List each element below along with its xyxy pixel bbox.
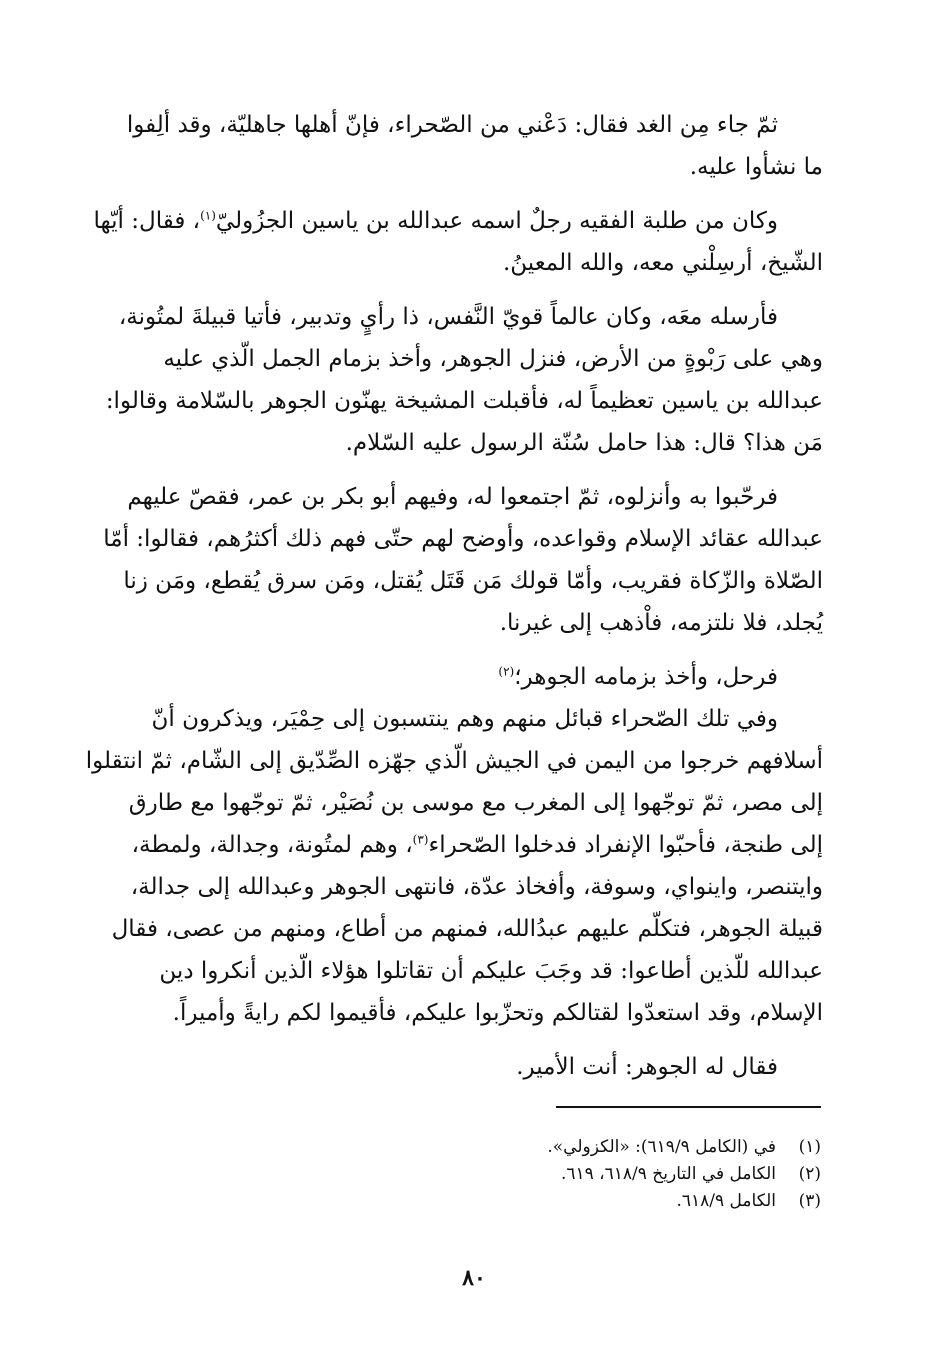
text-line: وهي على رَبْوةٍ من الأرض، فنزل الجوهر، وأخذ بزمام الجمل الّذي عليه [163, 346, 823, 372]
paragraph [118, 104, 823, 188]
footnote-number: (٣) [798, 1191, 821, 1211]
text-line: إلى مصر، ثمّ توجّهوا إلى المغرب مع موسى بن نُصَيْر، ثمّ توجّهوا مع طارق [128, 790, 823, 816]
text-line: وايتنصر، واينواي، وسوفة، وأفخاذ عدّة، فانتهى الجوهر وعبدالله إلى جدالة، [130, 874, 823, 900]
text-line: فرحّبوا به وأنزلوه، ثمّ اجتمعوا له، وفيهم أبو بكر بن عمر، فقصّ عليهم [127, 484, 778, 510]
paragraph [103, 476, 823, 644]
text-segment: وكان من طلبة الفقيه رجلٌ اسمه عبدالله بن ياسين الجزُوليّ [215, 208, 778, 234]
text-line: الشّيخ، أرسِلْني معه، والله المعينُ. [502, 250, 823, 276]
text-line: مَن هذا؟ قال: هذا حامل سُنّة الرسول عليه السّلام. [345, 430, 823, 456]
footnote [221, 1188, 821, 1215]
text-segment: ، فقال: أيّها [93, 208, 201, 234]
paragraph [118, 1046, 823, 1088]
text-line: الصّلاة والزّكاة فقريب، وأمّا قولك مَن قَتَل يُقتل، ومَن سرق يُقطع، ومَن زنا [123, 568, 823, 594]
paragraph [105, 296, 823, 464]
footnote-text: الكامل ٦١٨/٩. [676, 1191, 776, 1211]
text-line [118, 824, 823, 866]
paragraph [85, 698, 823, 1034]
footnote [221, 1134, 821, 1161]
footnote-marker: (١) [200, 208, 216, 223]
text-line: عبدالله عقائد الإسلام وقواعده، وأوضح لهم حتّى فهم ذلك أكثرُهم، فقالوا: أمّا [103, 526, 823, 552]
text-line [93, 200, 823, 242]
paragraph [118, 656, 823, 698]
text-line: وفي تلك الصّحراء قبائل منهم وهم ينتسبون إلى حِمْيَر، ويذكرون أنّ [151, 706, 778, 732]
text-segment: ، وهم لمتُونة، وجدالة، ولمطة، [131, 832, 413, 858]
footnote-number: (١) [798, 1137, 821, 1157]
text-line: عبدالله بن ياسين تعظيماً له، فأقبلت المشيخة يهنّون الجوهر بالسّلامة وقالوا: [105, 388, 823, 414]
text-line [118, 656, 823, 698]
footnote-separator [556, 1106, 821, 1108]
text-segment: إلى طنجة، فأحبّوا الإنفراد فدخلوا الصّحراء [428, 832, 823, 858]
text-line: عبدالله للّذين أطاعوا: قد وجَبَ عليكم أن تقاتلوا هؤلاء الّذين أنكروا دين [159, 958, 823, 984]
footnote-number: (٢) [798, 1164, 821, 1184]
footnote-marker: (٢) [498, 664, 515, 679]
text-line: الإسلام، وقد استعدّوا لقتالكم وتحزّبوا عليكم، فأقيموا لكم رايةً وأميراً. [172, 1000, 823, 1026]
text-line: ما نشأوا عليه. [689, 154, 823, 180]
text-segment: فرحل، وأخذ بزمامه الجوهر؛ [514, 664, 778, 690]
text-line: فقال له الجوهر: أنت الأمير. [516, 1054, 778, 1080]
main-text [85, 104, 823, 1100]
footnote [221, 1161, 821, 1188]
text-line: أسلافهم خرجوا من اليمن في الجيش الّذي جهّزه الصِّدّيق إلى الشّام، ثمّ انتقلوا [85, 748, 823, 774]
paragraph [93, 200, 823, 284]
text-line: يُجلد، فلا نلتزمه، فاْذهب إلى غيرنا. [499, 610, 823, 636]
footnote-text: في (الكامل ٦١٩/٩): «الكزولي». [547, 1137, 776, 1157]
text-line: ثمّ جاء مِن الغد فقال: دَعْني من الصّحراء، فإنّ أهلها جاهليّة، وقد ألِفوا [126, 112, 778, 138]
page-number: ٨٠ [462, 1265, 486, 1291]
text-line: فأرسله معَه، وكان عالماً قويّ النَّفس، ذا رأيٍ وتدبير، فأتيا قبيلةَ لمتُونة، [118, 304, 778, 330]
text-line: قبيلة الجوهر، فتكلّم عليهم عبدُالله، فمنهم من أطاع، ومنهم من عصى، فقال [111, 916, 823, 942]
footnote-text: الكامل في التاريخ ٦١٨/٩، ٦١٩. [560, 1164, 776, 1184]
footnotes [221, 1134, 821, 1215]
footnote-marker: (٣) [412, 832, 429, 847]
